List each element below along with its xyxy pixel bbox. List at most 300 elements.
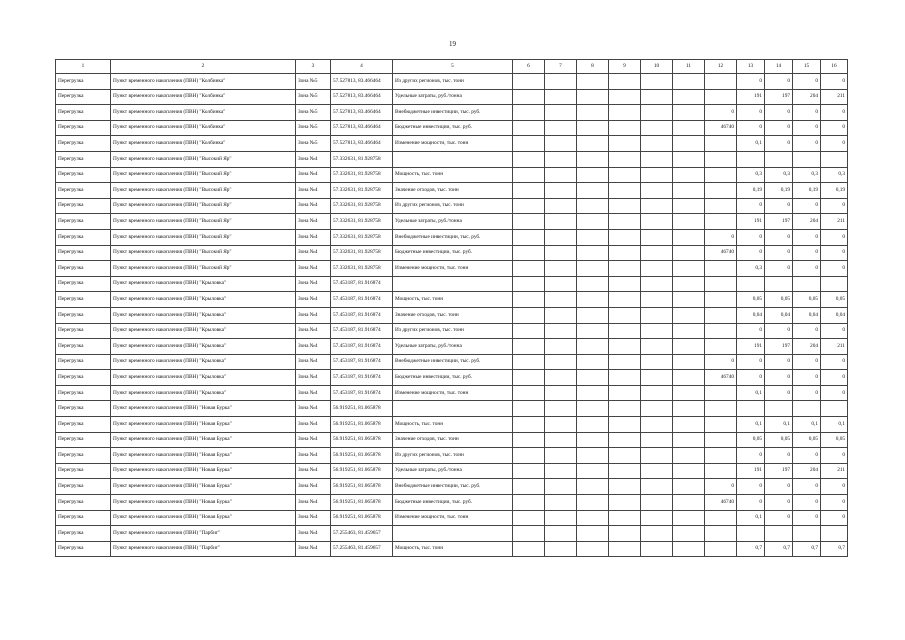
table-cell: 0: [765, 448, 793, 464]
table-cell: [641, 354, 673, 370]
table-cell: [577, 151, 609, 167]
table-cell: 0: [765, 479, 793, 495]
table-cell: [673, 463, 705, 479]
table-cell: Пункт временного накопления (ПВН) "Крыловка": [111, 323, 296, 339]
table-cell: Перегрузка: [56, 354, 111, 370]
table-cell: [737, 151, 765, 167]
table-cell: [577, 183, 609, 199]
table-cell: Мощность, тыс. тонн: [393, 167, 513, 183]
table-cell: [641, 151, 673, 167]
table-cell: Зона №4: [296, 370, 331, 386]
table-cell: Значение отходов, тыс. тонн: [393, 432, 513, 448]
table-cell: [609, 307, 641, 323]
table-cell: [609, 105, 641, 121]
table-cell: [641, 136, 673, 152]
table-cell: 0: [793, 198, 821, 214]
table-cell: [705, 339, 737, 355]
table-cell: [513, 432, 545, 448]
table-cell: 0: [793, 245, 821, 261]
table-cell: 0,7: [821, 541, 848, 557]
table-cell: [673, 167, 705, 183]
table-cell: [513, 339, 545, 355]
table-cell: [545, 339, 577, 355]
table-cell: 0,19: [737, 183, 765, 199]
table-cell: Пункт временного накопления (ПВН) "Высокий Яр": [111, 198, 296, 214]
table-cell: 56.919251, 81.065878: [331, 432, 393, 448]
table-cell: 57.453187, 81.916874: [331, 323, 393, 339]
table-cell: [705, 89, 737, 105]
table-cell: 0: [793, 120, 821, 136]
table-cell: 0,05: [765, 292, 793, 308]
table-cell: [609, 510, 641, 526]
table-cell: Зона №5: [296, 89, 331, 105]
table-row: [56, 167, 848, 183]
table-cell: [609, 401, 641, 417]
table-cell: 57.453187, 81.916874: [331, 292, 393, 308]
table-cell: 0,3: [737, 261, 765, 277]
table-row: [56, 541, 848, 557]
table-cell: [673, 432, 705, 448]
table-cell: [609, 198, 641, 214]
table-row: [56, 229, 848, 245]
table-cell: [821, 151, 848, 167]
table-cell: 0,1: [737, 136, 765, 152]
table-cell: [545, 74, 577, 90]
table-cell: [609, 292, 641, 308]
table-cell: Пункт временного накопления (ПВН) "Новая Бурка": [111, 495, 296, 511]
table-cell: Зона №4: [296, 541, 331, 557]
table-cell: [393, 401, 513, 417]
table-cell: [641, 385, 673, 401]
table-cell: [737, 401, 765, 417]
table-cell: [577, 385, 609, 401]
table-cell: Зона №4: [296, 495, 331, 511]
table-cell: Перегрузка: [56, 245, 111, 261]
table-cell: 57.255463, 81.459657: [331, 526, 393, 542]
table-cell: Зона №4: [296, 245, 331, 261]
table-cell: [577, 214, 609, 230]
table-cell: Зона №4: [296, 339, 331, 355]
table-cell: [641, 417, 673, 433]
table-cell: [609, 339, 641, 355]
table-cell: 0: [793, 74, 821, 90]
table-row: [56, 401, 848, 417]
table-row: [56, 292, 848, 308]
table-cell: [821, 276, 848, 292]
table-cell: Внебюджетные инвестиции, тыс. руб.: [393, 229, 513, 245]
table-cell: Перегрузка: [56, 198, 111, 214]
table-cell: Бюджетные инвестиции, тыс. руб.: [393, 495, 513, 511]
table-cell: [673, 214, 705, 230]
table-cell: 46740: [705, 120, 737, 136]
table-row: [56, 276, 848, 292]
column-header: 8: [577, 60, 609, 74]
table-cell: Зона №5: [296, 120, 331, 136]
table-cell: [673, 261, 705, 277]
column-header: 3: [296, 60, 331, 74]
table-row: [56, 479, 848, 495]
table-cell: Перегрузка: [56, 214, 111, 230]
column-header: 15: [793, 60, 821, 74]
table-cell: Перегрузка: [56, 307, 111, 323]
table-cell: [705, 510, 737, 526]
table-cell: Пункт временного накопления (ПВН) "Колбинка": [111, 120, 296, 136]
table-cell: [673, 354, 705, 370]
column-header: 1: [56, 60, 111, 74]
table-cell: 0,05: [793, 292, 821, 308]
table-cell: [641, 370, 673, 386]
table-cell: 0,04: [765, 307, 793, 323]
table-cell: 0: [793, 510, 821, 526]
table-cell: [705, 198, 737, 214]
table-row: [56, 463, 848, 479]
table-cell: [545, 448, 577, 464]
table-cell: 0: [765, 229, 793, 245]
table-row: [56, 432, 848, 448]
table-cell: 0: [705, 229, 737, 245]
table-cell: Зона №4: [296, 448, 331, 464]
table-cell: 0,1: [737, 417, 765, 433]
table-cell: [641, 276, 673, 292]
table-cell: 57.527813, 83.466464: [331, 120, 393, 136]
table-cell: [513, 276, 545, 292]
table-cell: [641, 183, 673, 199]
data-table: [55, 59, 848, 557]
table-row: [56, 526, 848, 542]
table-cell: Перегрузка: [56, 526, 111, 542]
table-cell: [577, 323, 609, 339]
table-cell: 197: [765, 463, 793, 479]
table-cell: Зона №4: [296, 526, 331, 542]
table-cell: [545, 105, 577, 121]
table-cell: 0,1: [737, 510, 765, 526]
table-cell: [641, 261, 673, 277]
table-cell: [513, 229, 545, 245]
table-cell: Перегрузка: [56, 105, 111, 121]
table-cell: Мощность, тыс. тонн: [393, 292, 513, 308]
table-cell: Удельные затраты, руб./тонна: [393, 463, 513, 479]
table-cell: 0: [821, 74, 848, 90]
table-row: [56, 261, 848, 277]
table-cell: [577, 417, 609, 433]
table-cell: [793, 401, 821, 417]
table-cell: Зона №5: [296, 105, 331, 121]
table-cell: 0: [737, 370, 765, 386]
table-cell: [545, 307, 577, 323]
table-cell: 0,19: [765, 183, 793, 199]
table-cell: [577, 401, 609, 417]
table-cell: [705, 432, 737, 448]
table-cell: [577, 510, 609, 526]
table-cell: Перегрузка: [56, 89, 111, 105]
table-row: [56, 448, 848, 464]
table-cell: Пункт временного накопления (ПВН) "Новая Бурка": [111, 479, 296, 495]
table-cell: 0: [793, 479, 821, 495]
table-cell: Перегрузка: [56, 151, 111, 167]
table-cell: [545, 495, 577, 511]
table-cell: Пункт временного накопления (ПВН) "Новая Бурка": [111, 432, 296, 448]
table-cell: 0: [821, 136, 848, 152]
table-cell: 211: [821, 214, 848, 230]
table-cell: [609, 448, 641, 464]
table-cell: 0: [737, 448, 765, 464]
table-cell: 0,04: [821, 307, 848, 323]
table-cell: 0,19: [793, 183, 821, 199]
table-row: [56, 417, 848, 433]
table-cell: 0: [765, 74, 793, 90]
table-cell: [641, 214, 673, 230]
table-cell: [545, 261, 577, 277]
table-cell: [577, 229, 609, 245]
table-cell: [641, 198, 673, 214]
table-cell: [673, 401, 705, 417]
table-cell: [673, 339, 705, 355]
table-cell: [513, 151, 545, 167]
table-cell: Пункт временного накопления (ПВН) "Высокий Яр": [111, 261, 296, 277]
table-cell: Зона №5: [296, 136, 331, 152]
table-cell: Пункт временного накопления (ПВН) "Крыловка": [111, 307, 296, 323]
table-cell: [609, 151, 641, 167]
page-number: 19: [449, 40, 456, 48]
table-cell: 0: [793, 261, 821, 277]
table-cell: 204: [793, 89, 821, 105]
table-row: [56, 245, 848, 261]
table-cell: [641, 463, 673, 479]
table-row: [56, 89, 848, 105]
table-cell: [545, 136, 577, 152]
table-cell: [609, 167, 641, 183]
table-cell: 0,05: [793, 432, 821, 448]
table-cell: 0: [821, 245, 848, 261]
table-cell: Перегрузка: [56, 432, 111, 448]
table-cell: [513, 323, 545, 339]
table-cell: [577, 432, 609, 448]
column-header: 13: [737, 60, 765, 74]
table-cell: Пункт временного накопления (ПВН) "Новая Бурка": [111, 417, 296, 433]
table-cell: 56.919251, 81.065878: [331, 401, 393, 417]
table-cell: [705, 183, 737, 199]
table-cell: 0: [705, 105, 737, 121]
table-cell: 0: [765, 385, 793, 401]
table-cell: [793, 276, 821, 292]
table-cell: [577, 89, 609, 105]
table-cell: Пункт временного накопления (ПВН) "Новая Бурка": [111, 510, 296, 526]
table-cell: [609, 526, 641, 542]
table-cell: 191: [737, 339, 765, 355]
table-cell: [545, 385, 577, 401]
table-cell: 204: [793, 214, 821, 230]
table-cell: 57.527813, 83.466464: [331, 74, 393, 90]
table-cell: Перегрузка: [56, 167, 111, 183]
table-cell: [513, 370, 545, 386]
table-cell: 211: [821, 339, 848, 355]
table-cell: [577, 292, 609, 308]
table-cell: [705, 307, 737, 323]
table-cell: 0: [793, 354, 821, 370]
table-cell: Пункт временного накопления (ПВН) "Высокий Яр": [111, 183, 296, 199]
table-cell: 0,04: [793, 307, 821, 323]
table-cell: [513, 183, 545, 199]
table-cell: [545, 245, 577, 261]
table-cell: [705, 136, 737, 152]
table-cell: [577, 541, 609, 557]
table-cell: [705, 151, 737, 167]
table-cell: [673, 510, 705, 526]
table-cell: Из других регионов, тыс. тонн: [393, 74, 513, 90]
column-header: 6: [513, 60, 545, 74]
table-cell: 0: [793, 495, 821, 511]
table-cell: [393, 151, 513, 167]
table-cell: 0,05: [765, 432, 793, 448]
table-cell: 0,7: [737, 541, 765, 557]
table-cell: 0: [821, 120, 848, 136]
table-cell: Мощность, тыс. тонн: [393, 541, 513, 557]
table-cell: Пункт временного накопления (ПВН) "Крыловка": [111, 339, 296, 355]
table-cell: 0: [737, 323, 765, 339]
table-cell: [513, 463, 545, 479]
column-header: 5: [393, 60, 513, 74]
table-cell: 0: [821, 370, 848, 386]
table-cell: 0,1: [765, 417, 793, 433]
table-cell: 0,05: [737, 292, 765, 308]
table-cell: [513, 541, 545, 557]
table-cell: Зона №4: [296, 463, 331, 479]
table-cell: Пункт временного накопления (ПВН) "Высокий Яр": [111, 245, 296, 261]
table-cell: 0: [821, 105, 848, 121]
table-cell: Внебюджетные инвестиции, тыс. руб.: [393, 354, 513, 370]
table-cell: [513, 510, 545, 526]
table-cell: [673, 245, 705, 261]
table-cell: Зона №4: [296, 323, 331, 339]
table-cell: [545, 89, 577, 105]
table-cell: Зона №4: [296, 417, 331, 433]
table-cell: [577, 167, 609, 183]
table-cell: [737, 526, 765, 542]
table-cell: [673, 120, 705, 136]
table-cell: Бюджетные инвестиции, тыс. руб.: [393, 245, 513, 261]
table-cell: 197: [765, 89, 793, 105]
table-cell: 0: [821, 385, 848, 401]
table-cell: [513, 167, 545, 183]
table-cell: [641, 74, 673, 90]
table-cell: [673, 74, 705, 90]
table-cell: [765, 526, 793, 542]
table-cell: [545, 370, 577, 386]
table-cell: [641, 479, 673, 495]
table-cell: [577, 120, 609, 136]
table-cell: 0: [765, 510, 793, 526]
table-cell: Зона №4: [296, 214, 331, 230]
table-cell: [545, 198, 577, 214]
table-cell: 0: [821, 354, 848, 370]
table-cell: 57.527813, 83.466464: [331, 136, 393, 152]
table-row: [56, 183, 848, 199]
table-cell: [641, 510, 673, 526]
table-cell: Пункт временного накопления (ПВН) "Крыловка": [111, 276, 296, 292]
table-cell: [545, 401, 577, 417]
table-cell: 57.332631, 81.928758: [331, 167, 393, 183]
table-row: [56, 136, 848, 152]
table-cell: 0: [737, 245, 765, 261]
table-cell: [545, 432, 577, 448]
table-cell: [705, 292, 737, 308]
table-cell: [513, 89, 545, 105]
table-cell: [641, 401, 673, 417]
column-header: 14: [765, 60, 793, 74]
table-cell: [705, 385, 737, 401]
table-cell: [705, 448, 737, 464]
table-cell: [765, 276, 793, 292]
table-cell: [641, 105, 673, 121]
table-cell: Пункт временного накопления (ПВН) "Крыловка": [111, 370, 296, 386]
table-cell: 0,3: [793, 167, 821, 183]
table-cell: [577, 136, 609, 152]
table-cell: [513, 417, 545, 433]
table-cell: Зона №4: [296, 510, 331, 526]
table-cell: [705, 167, 737, 183]
table-cell: Перегрузка: [56, 370, 111, 386]
table-cell: [545, 292, 577, 308]
table-cell: [513, 245, 545, 261]
table-cell: [609, 541, 641, 557]
table-cell: Перегрузка: [56, 541, 111, 557]
table-cell: [577, 495, 609, 511]
table-cell: [513, 292, 545, 308]
table-cell: Перегрузка: [56, 479, 111, 495]
table-cell: Зона №4: [296, 401, 331, 417]
table-cell: [609, 136, 641, 152]
table-cell: Зона №4: [296, 151, 331, 167]
column-header: 9: [609, 60, 641, 74]
table-cell: 0: [765, 198, 793, 214]
table-cell: Зона №4: [296, 432, 331, 448]
table-cell: Зона №4: [296, 167, 331, 183]
table-cell: [765, 151, 793, 167]
table-cell: 0: [793, 385, 821, 401]
table-cell: 0: [821, 229, 848, 245]
table-cell: Зона №4: [296, 183, 331, 199]
table-cell: [577, 370, 609, 386]
table-cell: 57.453187, 81.916874: [331, 307, 393, 323]
table-cell: [513, 120, 545, 136]
table-cell: 56.919251, 81.065878: [331, 448, 393, 464]
table-cell: [513, 198, 545, 214]
table-cell: [513, 495, 545, 511]
table-cell: 57.453187, 81.916874: [331, 339, 393, 355]
table-cell: 57.332631, 81.928758: [331, 183, 393, 199]
table-row: [56, 385, 848, 401]
table-cell: 204: [793, 463, 821, 479]
table-cell: [821, 526, 848, 542]
table-cell: Зона №4: [296, 198, 331, 214]
table-cell: [641, 245, 673, 261]
table-cell: 0: [765, 261, 793, 277]
table-cell: 197: [765, 214, 793, 230]
table-cell: [545, 510, 577, 526]
table-cell: [577, 245, 609, 261]
table-cell: 191: [737, 89, 765, 105]
table-cell: [545, 526, 577, 542]
table-cell: [673, 448, 705, 464]
table-cell: [577, 276, 609, 292]
table-cell: Изменение мощности, тыс. тонн: [393, 385, 513, 401]
table-cell: 57.453187, 81.916874: [331, 385, 393, 401]
table-cell: Зона №4: [296, 292, 331, 308]
table-cell: Пункт временного накопления (ПВН) "Высокий Яр": [111, 167, 296, 183]
table-cell: [577, 261, 609, 277]
table-cell: Зона №4: [296, 229, 331, 245]
table-cell: [513, 385, 545, 401]
